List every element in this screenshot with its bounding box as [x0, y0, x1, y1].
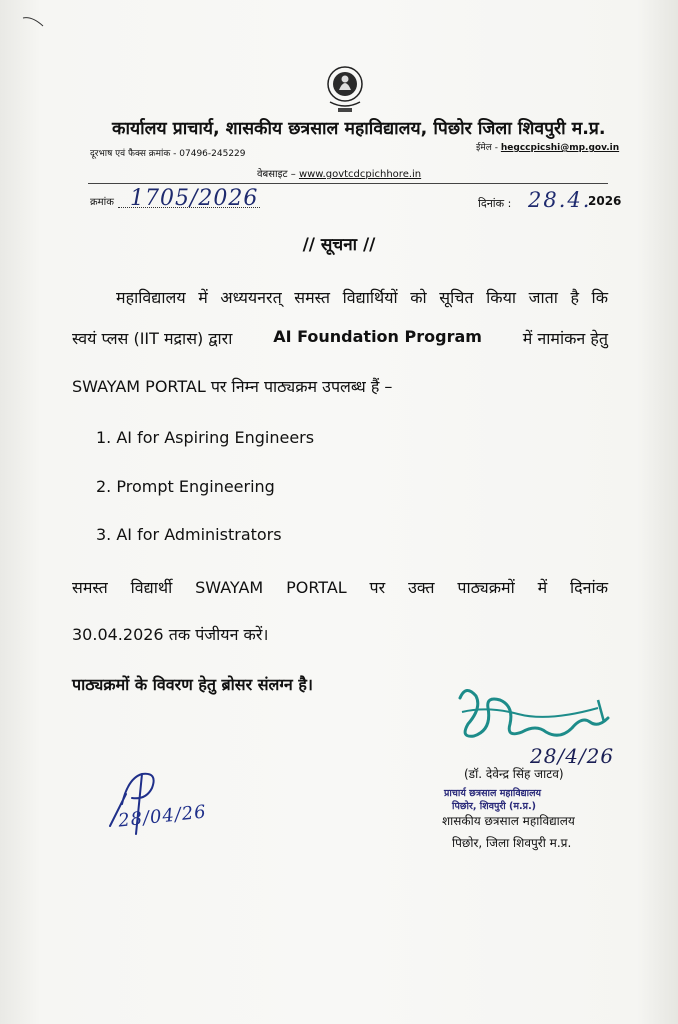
body-line-2: [72, 327, 608, 349]
body-line-5: 30.04.2026 तक पंजीयन करें।: [72, 625, 269, 644]
college-place: पिछोर, जिला शिवपुरी म.प्र.: [452, 836, 572, 850]
body-line-1: महाविद्यालय में अध्ययनरत् समस्त विद्यार्थियों को सूचित किया जाता है कि: [116, 288, 608, 307]
website-line: [257, 166, 421, 180]
body-line-2-end: में नामांकन हेतु: [522, 329, 608, 348]
reference-number-handwritten: 1705/2026: [130, 186, 259, 211]
office-title: कार्यालय प्राचार्य, शासकीय छत्रसाल महाविद्यालय, पिछोर जिला शिवपुरी म.प्र.: [112, 119, 606, 139]
email-label: ईमेल -: [476, 143, 499, 153]
website-link[interactable]: www.govtcdcpichhore.in: [298, 169, 422, 180]
email-line: [476, 140, 619, 153]
initials-date-handwritten: 28/04/26: [117, 801, 208, 832]
course-item-3: 3. AI for Administrators: [96, 525, 282, 544]
date-year: 2026: [588, 194, 622, 208]
stamp-line-2: पिछोर, शिवपुरी (म.प्र.): [452, 801, 537, 812]
body-line-4: समस्त विद्यार्थी SWAYAM PORTAL पर उक्त पाठ्यक्रमों में दिनांक: [72, 578, 608, 597]
stamp-line-1: प्राचार्य छत्रसाल महाविद्यालय: [444, 788, 542, 799]
college-emblem-logo: [322, 64, 368, 116]
college-name: शासकीय छत्रसाल महाविद्यालय: [442, 814, 575, 828]
reference-label: क्रमांक: [90, 197, 114, 208]
body-line-6: पाठ्यक्रमों के विवरण हेतु ब्रोसर संलग्न है।: [72, 675, 313, 694]
date-label: दिनांक :: [478, 197, 512, 210]
header-divider: [88, 183, 608, 184]
pen-mark: [22, 14, 44, 28]
course-item-1: 1. AI for Aspiring Engineers: [96, 428, 315, 447]
notice-title: // सूचना //: [302, 235, 376, 255]
phone-fax: दूरभाष एवं फैक्स क्रमांक - 07496-245229: [90, 149, 246, 159]
principal-name: (डॉ. देवेन्द्र सिंह जाटव): [464, 767, 564, 781]
body-line-3: SWAYAM PORTAL पर निम्न पाठ्यक्रम उपलब्ध हैं –: [72, 377, 393, 396]
signature-date-handwritten: 28/4/26: [530, 744, 615, 768]
email-link[interactable]: hegccpicshi@mp.gov.in: [500, 143, 620, 153]
program-name: AI Foundation Program: [273, 327, 482, 346]
date-handwritten: 28.4.: [528, 188, 592, 212]
website-label: वेबसाइट –: [257, 169, 296, 180]
body-line-2-start: स्वयं प्लस (IIT मद्रास) द्वारा: [72, 329, 233, 348]
course-item-2: 2. Prompt Engineering: [96, 477, 275, 496]
